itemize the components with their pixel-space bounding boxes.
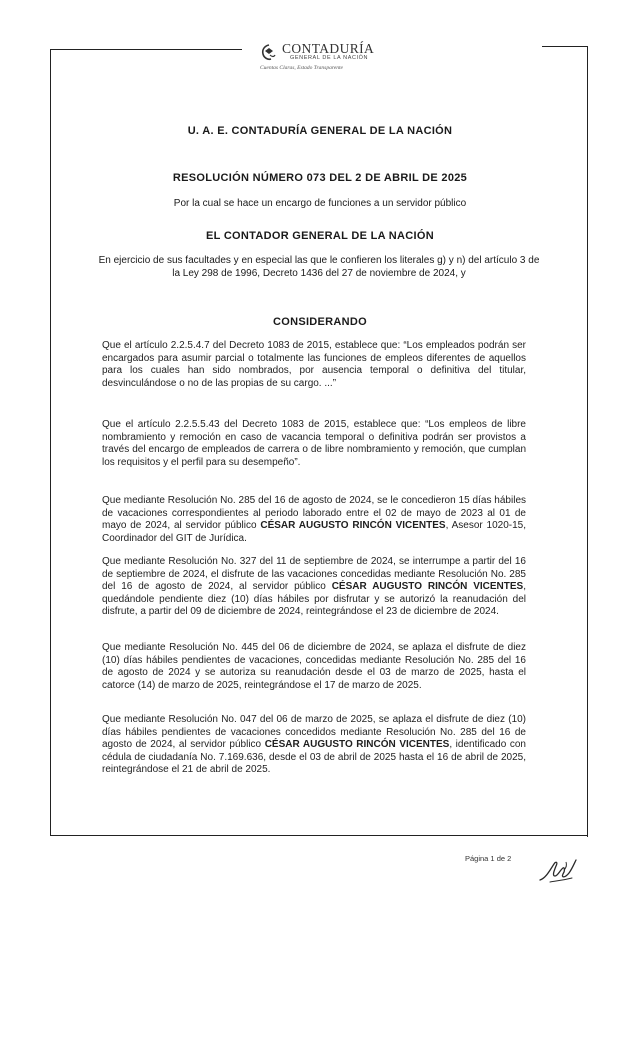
logo-name: CONTADURÍA (282, 41, 375, 56)
considering-paragraph-5: Que mediante Resolución No. 445 del 06 de diciembre de 2024, se aplaza el disfrute de diez (10) días hábiles pendientes de vacaciones, concedidas mediante Resolución No. 285 del 16 de agosto de 2024 y se autoriza su reanudación desde el 03 de marzo de 2025, hasta el catorce (14) de marzo de 2025, reintegrándose el 17 de marzo de 2025. (102, 642, 526, 691)
paragraph-text: , Asesor 1020-15, Coordinador del GIT de Jurídica. (102, 520, 527, 544)
servant-name: CÉSAR AUGUSTO RINCÓN VICENTES (331, 581, 524, 593)
logo-tagline: Cuentas Claras, Estado Transparente (260, 65, 343, 71)
considering-paragraph-4 (102, 556, 526, 619)
page-number: Página 1 de 2 (465, 854, 512, 863)
resolution-subject: Por la cual se hace un encargo de funciones a un servidor público (173, 198, 467, 209)
powers-statement: En ejercicio de sus facultades y en especial las que le confieren los literales g) y n) del artículo 3 de la Ley 298 de 1996, Decreto 1436 del 27 de noviembre de 2024, y (98, 255, 540, 279)
servant-name: CÉSAR AUGUSTO RINCÓN VICENTES (260, 520, 446, 532)
entity-heading: U. A. E. CONTADURÍA GENERAL DE LA NACIÓN (187, 125, 453, 137)
frame-top-right-rule (542, 46, 588, 47)
considering-heading: CONSIDERANDO (272, 316, 368, 328)
paragraph-text: Que mediante Resolución No. 285 del 16 de agosto de 2024, se le concedieron 15 días hábiles de vacaciones correspondientes al periodo laborado entre el 02 de mayo de 2023 al 01 de mayo de 2024, al servidor público (102, 495, 526, 532)
frame-left-rule (50, 49, 51, 836)
considering-paragraph-6 (102, 714, 526, 777)
handwritten-signature-icon (536, 852, 580, 888)
frame-top-left-rule (50, 49, 242, 50)
logo-subname: GENERAL DE LA NACIÓN (290, 55, 369, 61)
considering-paragraph-1: Que el artículo 2.2.5.4.7 del Decreto 1083 de 2015, establece que: “Los empleados podrán ser encargados para asumir parcial o totalmente las funciones de empleos diferentes de aquellos para los cuales han sido nombrados, por ausencia temporal o definitiva del titular, desvinculándose o no de las propias de su cargo. ...” (102, 340, 526, 389)
servant-name: CÉSAR AUGUSTO RINCÓN VICENTES (264, 739, 450, 751)
paragraph-text: , identificado con cédula de ciudadanía No. 7.169.636, desde el 03 de abril de 2025 hasta el 16 de abril de 2025, reintegrándose el 21 de abril de 2025. (102, 739, 526, 776)
paragraph-text: Que mediante Resolución No. 327 del 11 de septiembre de 2024, se interrumpe a partir del 16 de septiembre de 2024, el disfrute de las vacaciones concedidas mediante Resolución No. 285 del 16 de agosto de 2024, al servidor público (102, 556, 526, 593)
considering-paragraph-3 (102, 495, 526, 545)
frame-bottom-rule (50, 835, 588, 836)
paragraph-text: Que mediante Resolución No. 047 del 06 de marzo de 2025, se aplaza el disfrute de diez (10) días hábiles pendientes de vacaciones concedidos mediante Resolución No. 285 del 16 de agosto de 2024, al servidor público (102, 714, 526, 751)
frame-right-rule (587, 46, 588, 837)
contaduria-logo (258, 40, 378, 74)
considering-paragraph-2: Que el artículo 2.2.5.5.43 del Decreto 1083 de 2015, establece que: “Los empleos de libre nombramiento y remoción en caso de vacancia temporal o definitiva podrán ser provistos a través del encargo de empleados de carrera o de libre nombramiento y remoción, que cumplan los requisitos y el perfil para su desempeño”. (102, 419, 526, 468)
paragraph-text: , quedándole pendiente diez (10) días hábiles por disfrutar y se autorizó la reanudación del disfrute, a partir del 09 de diciembre de 2024, reintegrándose el 23 de diciembre de 2024. (102, 581, 526, 618)
authority-heading: EL CONTADOR GENERAL DE LA NACIÓN (206, 230, 434, 242)
contaduria-emblem-icon (258, 42, 280, 64)
resolution-title: RESOLUCIÓN NÚMERO 073 DEL 2 DE ABRIL DE 2025 (172, 172, 468, 184)
